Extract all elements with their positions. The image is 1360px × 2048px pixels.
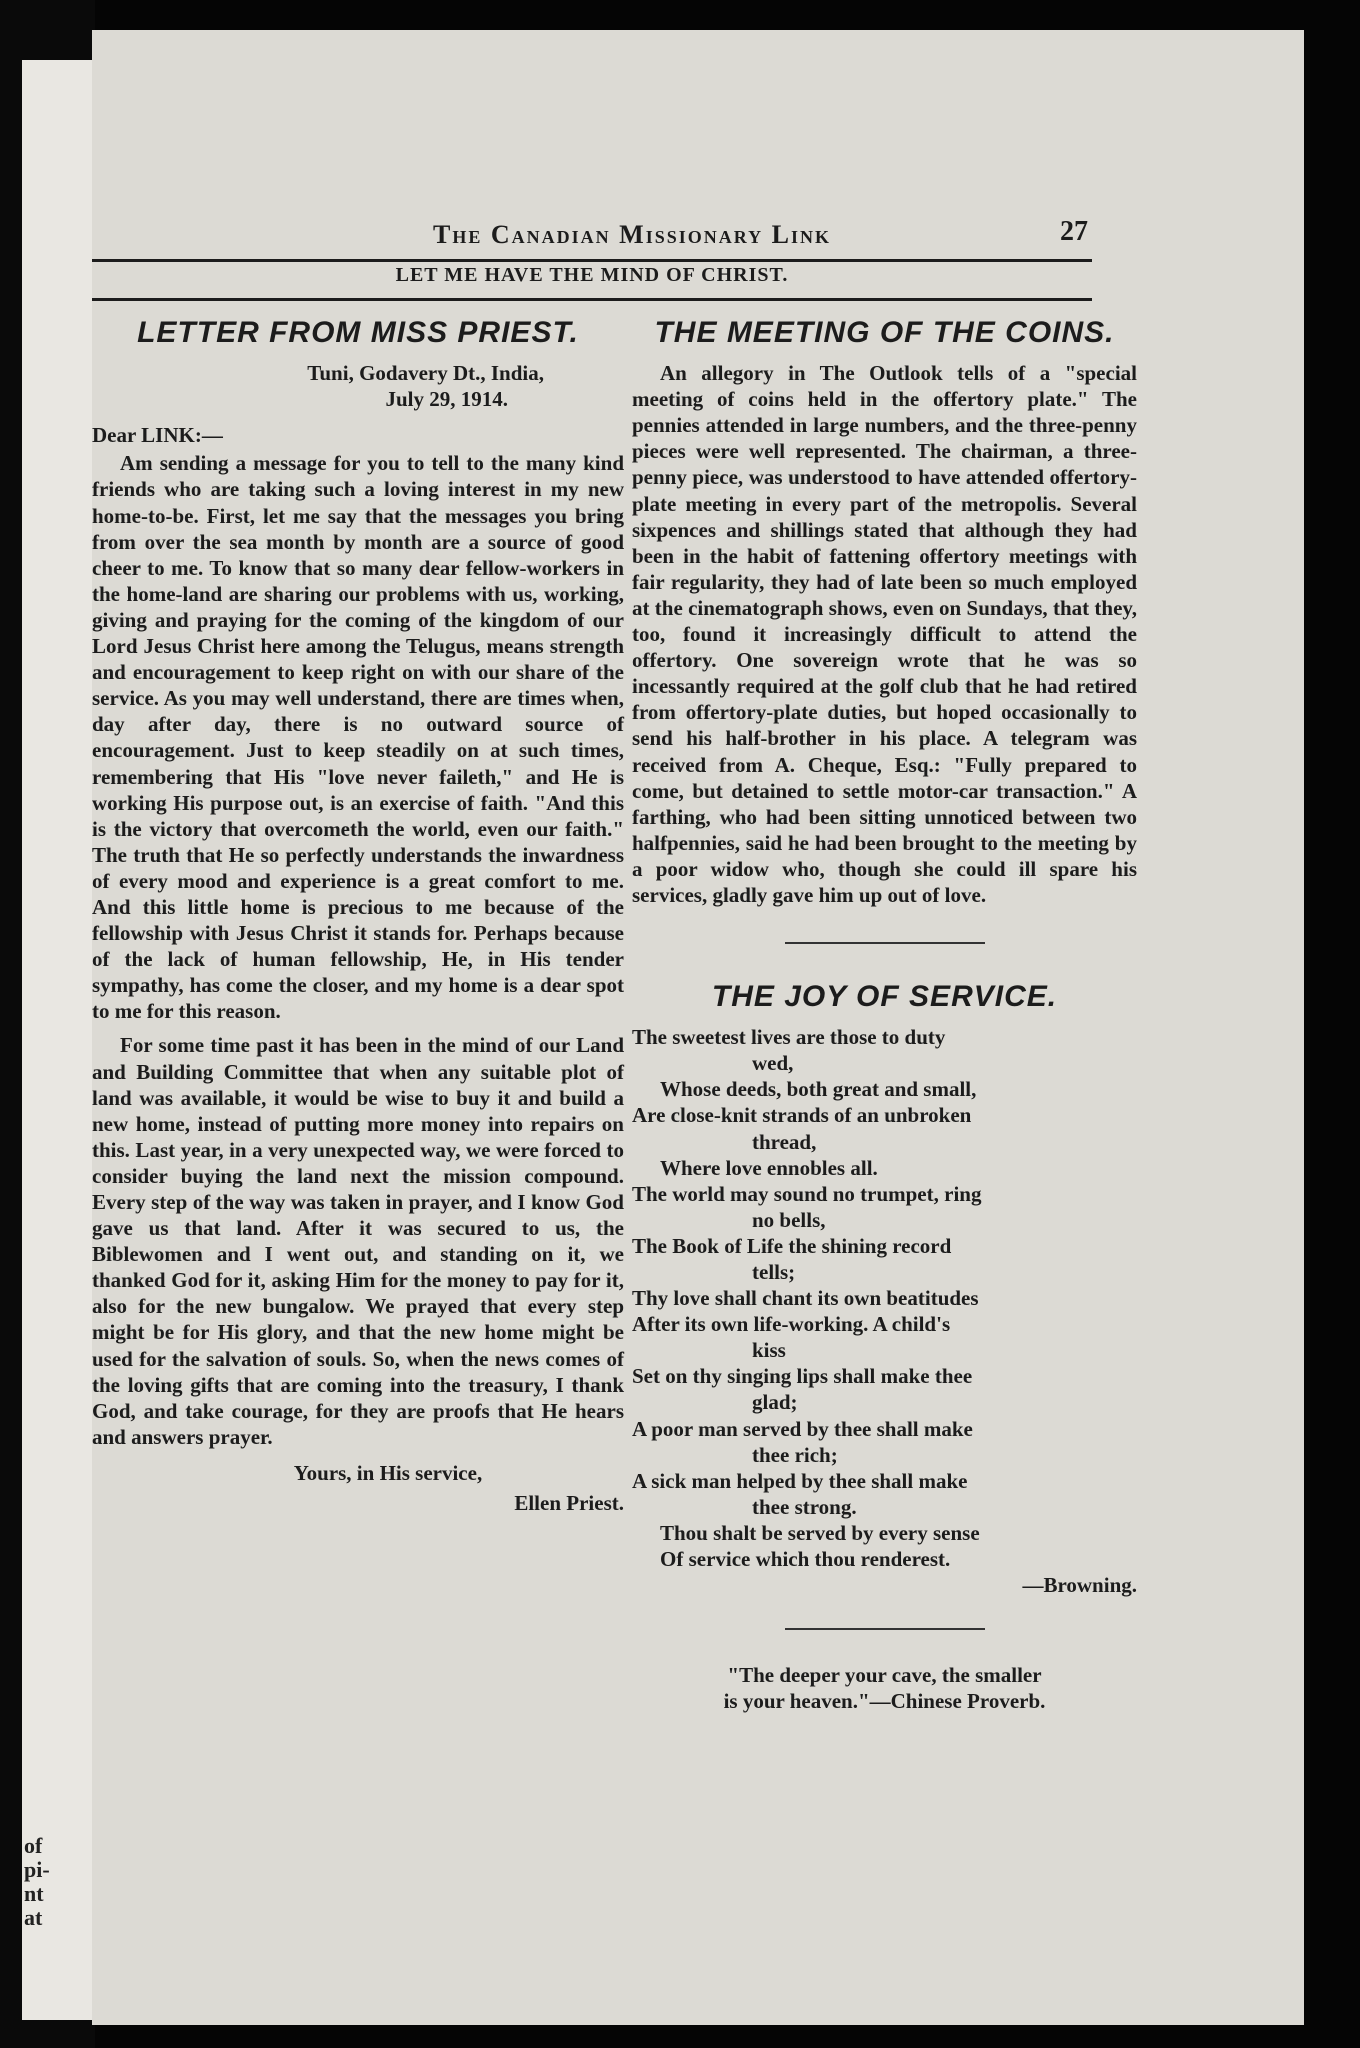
poem-line: A sick man helped by thee shall make [632, 1468, 968, 1493]
page-header [92, 180, 1304, 260]
poem-line: The world may sound no trumpet, ring [632, 1181, 982, 1206]
proverb-line-2: is your heaven."—Chinese Proverb. [723, 1689, 1046, 1714]
poem-line: wed, [752, 1051, 794, 1076]
poem-line: Set on thy singing lips shall make thee [632, 1364, 973, 1389]
letter-dateline-date: July 29, 1914. [385, 387, 508, 412]
left-column [92, 316, 624, 1516]
poem-heading: THE JOY OF SERVICE. [711, 980, 1058, 1014]
poem-line: thee strong. [752, 1494, 857, 1519]
poem-line: glad; [752, 1390, 798, 1415]
right-column [632, 316, 1137, 1714]
running-title: The Canadian Missionary Link [433, 220, 831, 249]
letter-heading: LETTER FROM MISS PRIEST. [137, 316, 579, 349]
poem-line: A poor man served by thee shall make [632, 1416, 973, 1441]
coins-heading: THE MEETING OF THE COINS. [654, 316, 1115, 349]
page-number: 27 [1060, 216, 1088, 247]
header-rule-bottom [92, 298, 1092, 301]
poem-line: The Book of Life the shining record [632, 1233, 952, 1258]
section-divider [785, 942, 985, 944]
poem-line: Where love ennobles all. [660, 1155, 878, 1180]
poem-body [632, 1024, 1137, 1598]
scan-border [0, 0, 95, 2048]
adjacent-page-strip [22, 60, 92, 2020]
page-motto: LET ME HAVE THE MIND OF CHRIST. [395, 264, 789, 286]
poem-line: kiss [752, 1338, 786, 1363]
poem-line: Thy love shall chant its own beatitudes [632, 1286, 979, 1311]
letter-dateline-place: Tuni, Godavery Dt., India, [307, 361, 544, 386]
letter-closing: Yours, in His service, [293, 1460, 483, 1485]
magazine-page [92, 30, 1304, 2025]
poem-line: Thou shalt be served by every sense [660, 1520, 980, 1545]
proverb-line-1: "The deeper your cave, the smaller [727, 1663, 1042, 1688]
poem-line: no bells, [752, 1207, 826, 1232]
header-rule-top [92, 259, 1092, 262]
poem-line: Of service which thou renderest. [660, 1547, 951, 1572]
poem-attribution: —Browning. [1022, 1573, 1137, 1598]
poem-line: Are close-knit strands of an unbroken [632, 1103, 972, 1128]
poem-line: thee rich; [752, 1442, 838, 1467]
letter-signature: Ellen Priest. [514, 1491, 624, 1516]
poem-line: thread, [752, 1129, 817, 1154]
letter-paragraph-1: Am sending a message for you to tell to the many kind friends who are taking such a loving interest in my new home-to-be. First, let me say that the messages you bring from over the sea month by month are a source of good cheer to me. To know that so many dear fellow-workers in the home-land are sharing our problems with us, working, giving and praying for the coming of the kingdom of our Lord Jesus Christ here among the Telugus, means strength and encouragement to keep right on with our share of the service. As you may well understand, there are times when, day after day, there is no outward source of encouragement. Just to keep steadily on at such times, remembering that His "love never faileth," and He is working His purpose out, is an exercise of faith. "And this is the victory that overcometh the world, even our faith." The truth that He so perfectly understands the inwardness of every mood and experience is a great comfort to me. And this little home is precious to me because of the fellowship with Jesus Christ it stands for. Perhaps because of the lack of human fellowship, He, in His tender sympathy, has come the closer, and my home is a dear spot to me for this reason. [92, 451, 624, 1024]
letter-salutation: Dear LINK:— [92, 423, 223, 448]
letter-paragraph-2: For some time past it has been in the mind of our Land and Building Committee that when any suitable plot of land was available, it would be wise to buy it and build a new home, instead of putting more money into repairs on this. Last year, in a very unexpected way, we were forced to consider buying the land next the mission compound. Every step of the way was taken in prayer, and I know God gave us that land. After it was secured to us, the Biblewomen and I went out, and standing on it, we thanked God for it, asking Him for the money to pay for it, also for the new bungalow. We prayed that every step might be for His glory, and that the new home might be used for the salvation of souls. So, when the news comes of the loving gifts that are coming into the treasury, I thank God, and take courage, for they are proofs that He hears and answers prayer. [92, 1033, 624, 1449]
coins-body: An allegory in The Outlook tells of a "special meeting of coins held in the offertory plate." The pennies attended in large numbers, and the three-penny pieces were well represented. The chairman, a three-penny piece, was understood to have attended offertory-plate meeting in every part of the metropolis. Several sixpences and shillings stated that although they had been in the habit of fattening offertory meetings with fair regularity, they had of late been so much employed at the cinematograph shows, even on Sundays, that they, too, found it increasingly difficult to attend the offertory. One sovereign wrote that he was so incessantly required at the golf club that he had retired from offertory-plate duties, but hoped occasionally to send his half-brother in his place. A telegram was received from A. Cheque, Esq.: "Fully prepared to come, but detained to settle motor-car transaction." A farthing, who had been sitting unnoticed between two halfpennies, said he had been brought to the meeting by a poor widow who, though she could ill spare his services, gladly gave him up out of love. [632, 361, 1137, 907]
poem-line: After its own life-working. A child's [632, 1312, 951, 1337]
poem-line: tells; [752, 1260, 796, 1284]
section-divider [785, 1628, 985, 1630]
poem-line: The sweetest lives are those to duty [632, 1025, 946, 1050]
adjacent-page-text: of pi- nt at [24, 1833, 50, 1930]
poem-line: Whose deeds, both great and small, [660, 1077, 977, 1102]
